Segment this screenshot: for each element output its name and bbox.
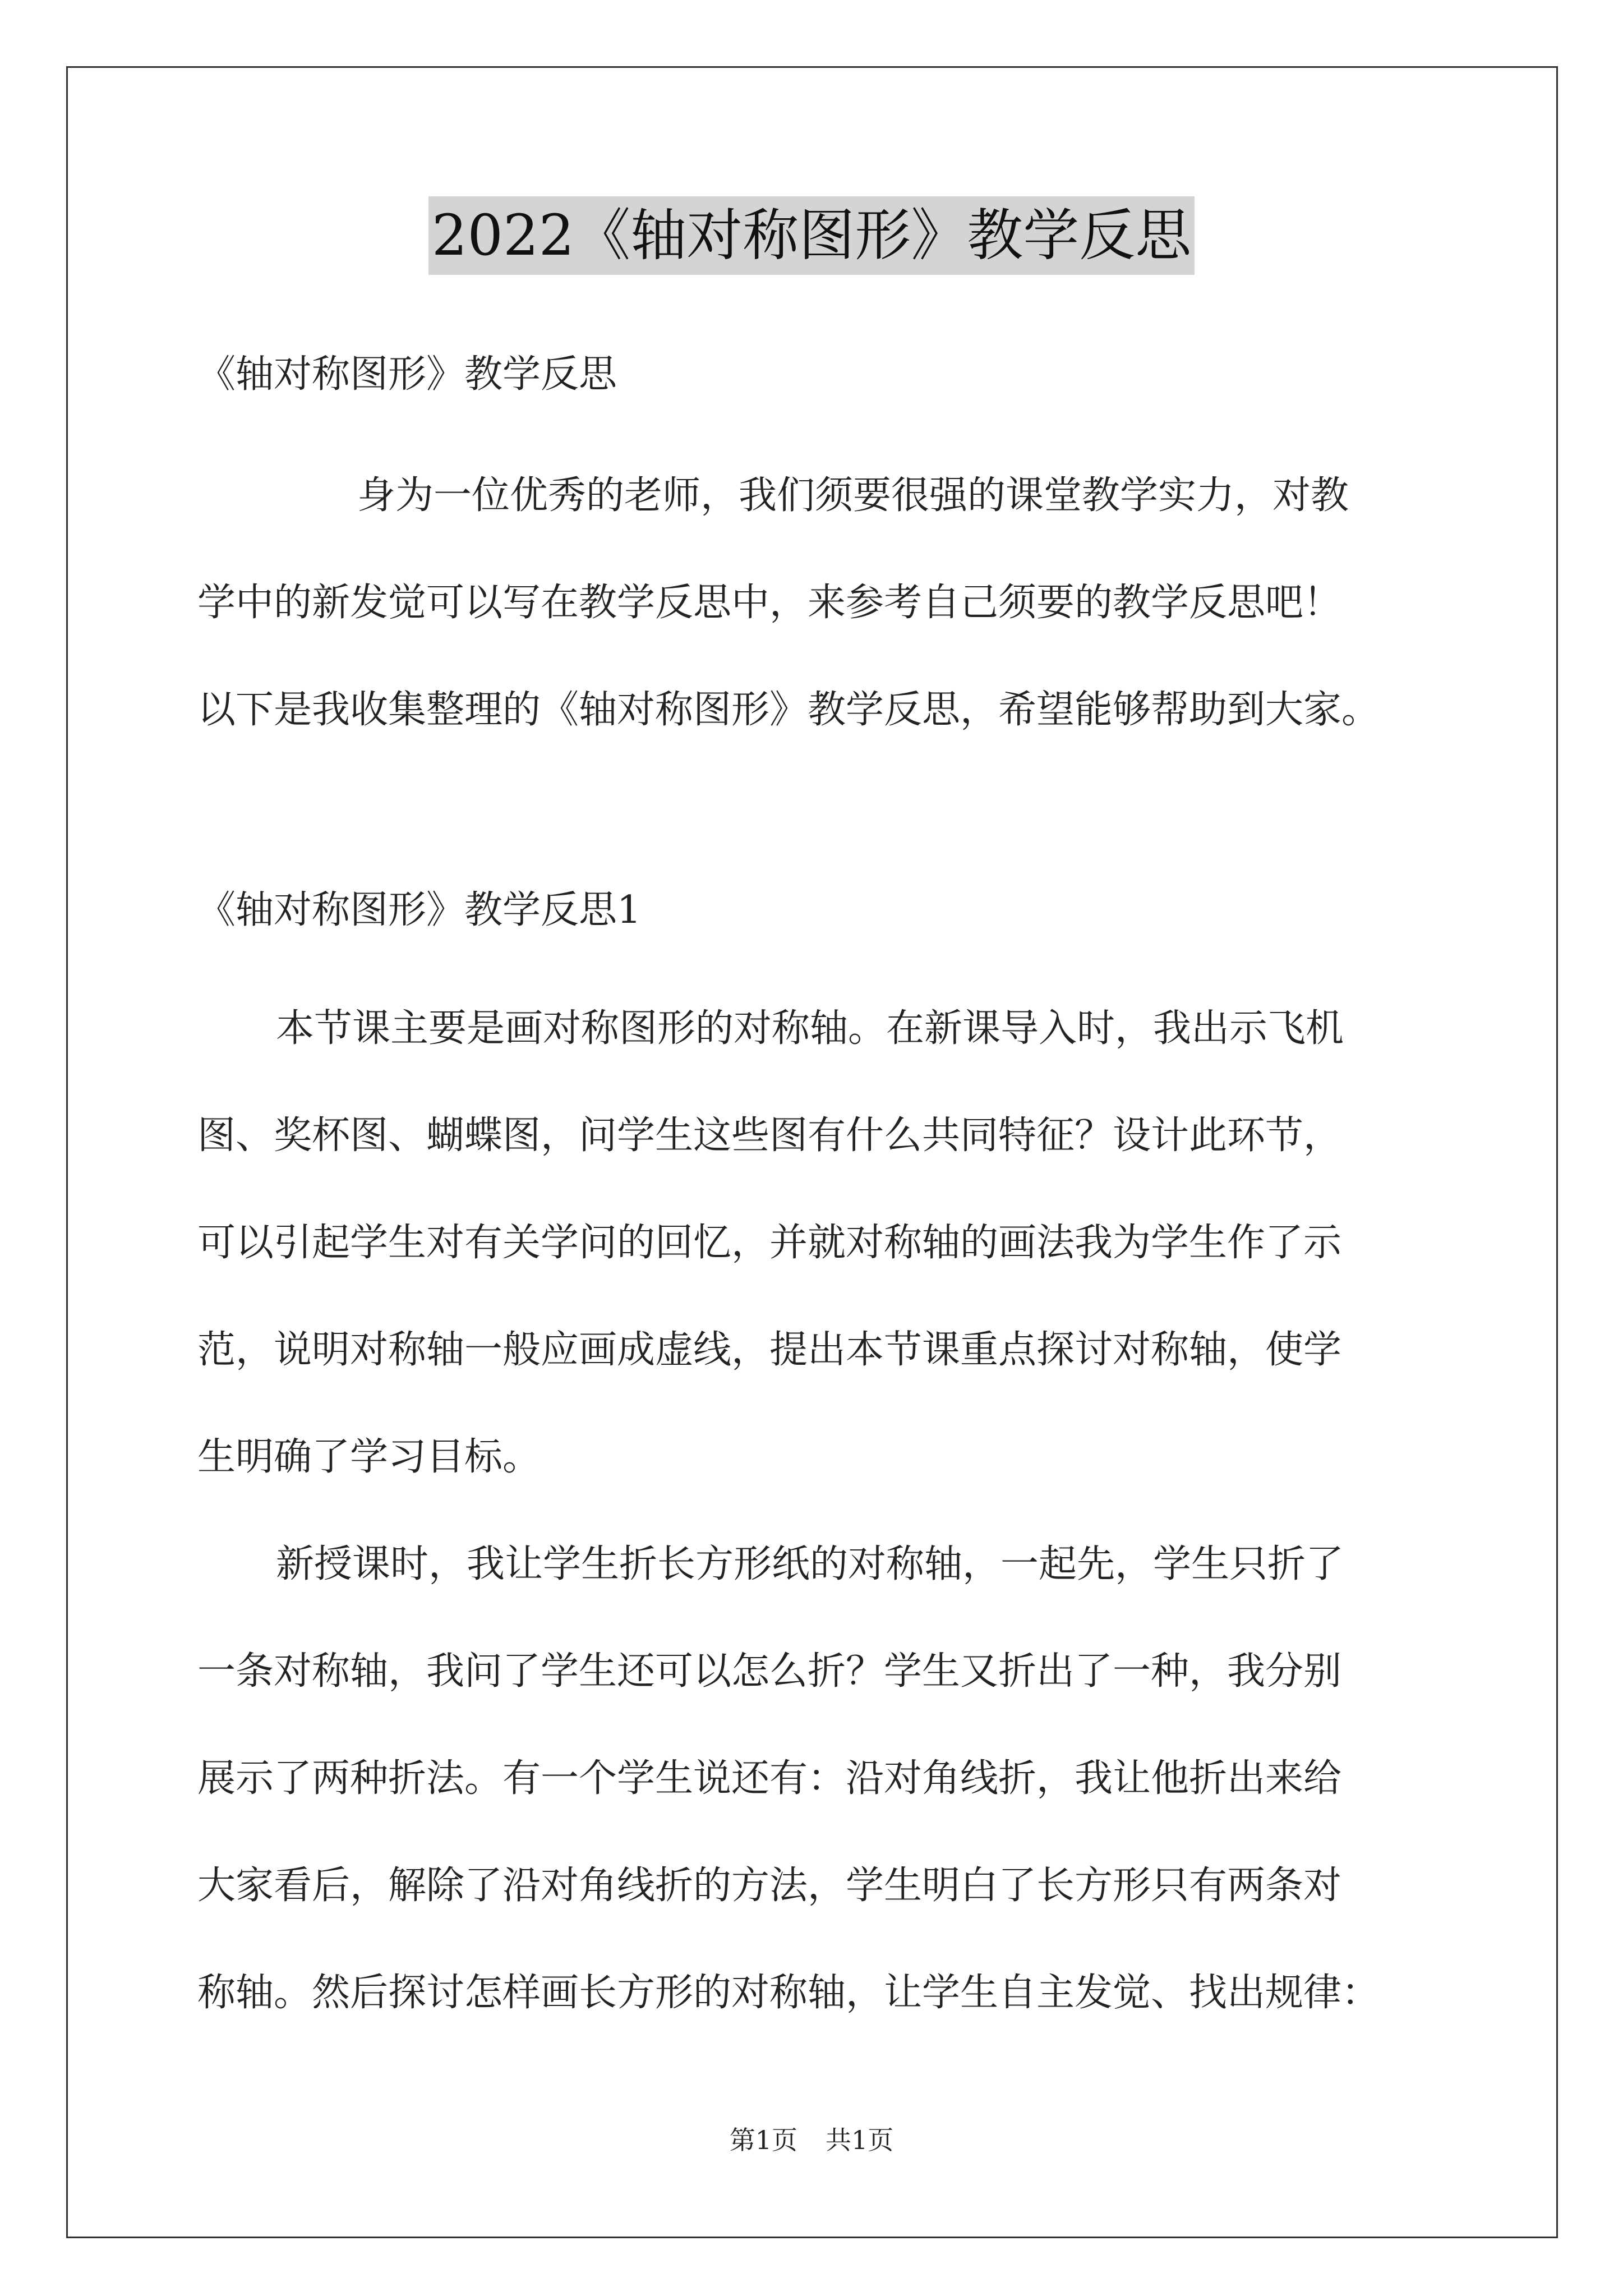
paragraph-line: 一条对称轴，我问了学生还可以怎么折？学生又折出了一种，我分别 — [197, 1649, 1342, 1694]
intro-line: 学中的新发觉可以写在教学反思中，来参考自己须要的教学反思吧！ — [197, 581, 1342, 625]
intro-line: 身为一位优秀的老师，我们须要很强的课堂教学实力，对教 — [357, 473, 1349, 518]
paragraph-line: 生明确了学习目标。 — [197, 1435, 541, 1479]
paragraph-line: 新授课时，我让学生折长方形纸的对称轴，一起先，学生只折了 — [276, 1542, 1344, 1586]
paragraph-line: 可以引起学生对有关学问的回忆，并就对称轴的画法我为学生作了示 — [197, 1221, 1342, 1265]
page-number: 第1页 — [729, 2125, 797, 2155]
title-container — [0, 196, 1623, 275]
document-title: 2022《轴对称图形》教学反思 — [428, 196, 1195, 275]
intro-line: 以下是我收集整理的《轴对称图形》教学反思，希望能够帮助到大家。 — [197, 688, 1380, 732]
page-total: 共1页 — [826, 2125, 894, 2155]
page-footer — [0, 2123, 1623, 2157]
paragraph-2 — [197, 1511, 1440, 2046]
intro-paragraph — [197, 442, 1440, 763]
document-subtitle: 《轴对称图形》教学反思 — [197, 352, 617, 397]
paragraph-line: 展示了两种折法。有一个学生说还有：沿对角线折，我让他折出来给 — [197, 1756, 1342, 1801]
paragraph-line: 本节课主要是画对称图形的对称轴。在新课导入时，我出示飞机 — [276, 1006, 1344, 1051]
paragraph-line: 大家看后，解除了沿对角线折的方法，学生明白了长方形只有两条对 — [197, 1864, 1342, 1908]
section-heading: 《轴对称图形》教学反思1 — [197, 888, 642, 932]
paragraph-line: 图、奖杯图、蝴蝶图，问学生这些图有什么共同特征？设计此环节， — [197, 1114, 1342, 1158]
paragraph-line: 称轴。然后探讨怎样画长方形的对称轴，让学生自主发觉、找出规律： — [197, 1971, 1380, 2015]
paragraph-line: 范，说明对称轴一般应画成虚线，提出本节课重点探讨对称轴，使学 — [197, 1328, 1342, 1372]
paragraph-1 — [197, 975, 1440, 1511]
